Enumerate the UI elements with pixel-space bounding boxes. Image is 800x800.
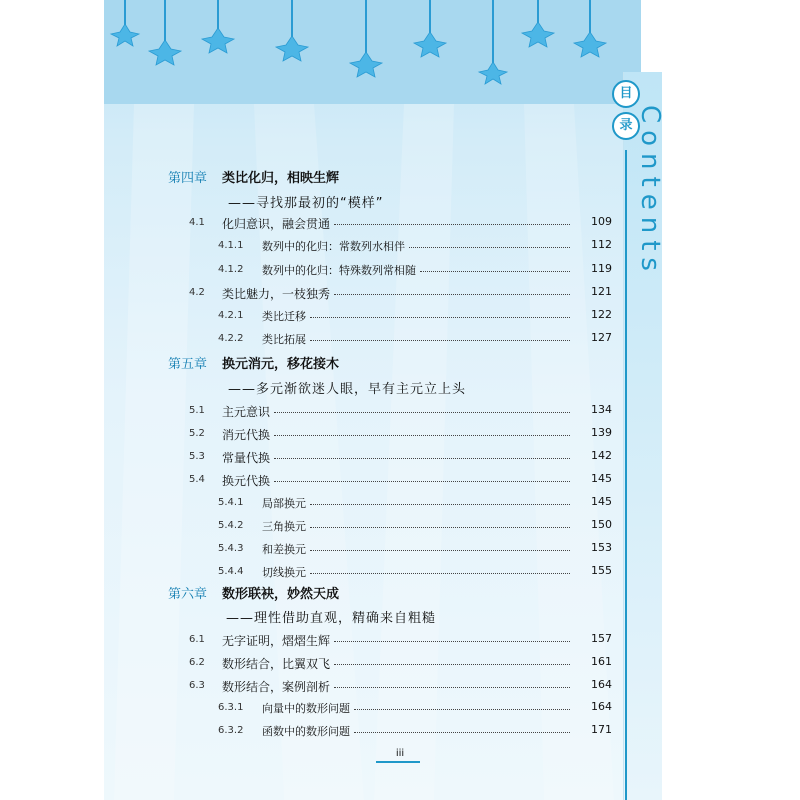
- toc-entry[interactable]: [0, 426, 612, 442]
- toc-entry[interactable]: [0, 700, 612, 716]
- entry-title: 局部换元: [262, 497, 306, 510]
- entry-title: 消元代换: [222, 428, 271, 442]
- entry-number: 6.1: [189, 634, 205, 645]
- mu-badge: 目: [612, 80, 640, 108]
- entry-number: 4.1.2: [218, 264, 244, 275]
- dot-leader: [310, 573, 570, 574]
- dot-leader: [354, 709, 570, 710]
- entry-number: 4.1: [189, 217, 205, 228]
- entry-number: 6.3.2: [218, 725, 244, 736]
- entry-page-number: 145: [591, 472, 612, 485]
- dot-leader: [334, 687, 570, 688]
- hanging-flowers-decoration: [0, 0, 800, 104]
- chapter-subtitle: ——寻找那最初的“模样”: [228, 196, 384, 211]
- toc-entry[interactable]: [0, 331, 612, 347]
- entry-title: 常量代换: [222, 451, 271, 465]
- entry-page-number: 164: [591, 678, 612, 691]
- entry-number: 5.4.1: [218, 497, 244, 508]
- entry-page-number: 145: [591, 495, 612, 508]
- dot-leader: [310, 504, 570, 505]
- chapter-title[interactable]: 换元消元，移花接木: [222, 357, 340, 372]
- entry-page-number: 157: [591, 632, 612, 645]
- entry-title: 数形结合，比翼双飞: [222, 657, 331, 671]
- dot-leader: [310, 340, 570, 341]
- dot-leader: [274, 435, 570, 436]
- entry-page-number: 164: [591, 700, 612, 713]
- dot-leader: [334, 224, 570, 225]
- toc-entry[interactable]: [0, 518, 612, 534]
- dot-leader: [274, 458, 570, 459]
- toc-entry[interactable]: [0, 449, 612, 465]
- entry-number: 5.3: [189, 451, 205, 462]
- page-number: iii: [395, 748, 405, 759]
- toc-entry[interactable]: [0, 564, 612, 580]
- entry-number: 4.1.1: [218, 240, 244, 251]
- entry-page-number: 109: [591, 215, 612, 228]
- toc-entry[interactable]: [0, 238, 612, 254]
- entry-page-number: 134: [591, 403, 612, 416]
- dot-leader: [409, 247, 570, 248]
- entry-number: 5.4: [189, 474, 205, 485]
- entry-page-number: 112: [591, 238, 612, 251]
- entry-number: 5.4.2: [218, 520, 244, 531]
- entry-title: 主元意识: [222, 405, 271, 419]
- dot-leader: [274, 412, 570, 413]
- dot-leader: [310, 527, 570, 528]
- entry-page-number: 119: [591, 262, 612, 275]
- toc-entry[interactable]: [0, 403, 612, 419]
- contents-divider-line: [625, 150, 627, 800]
- entry-number: 4.2.2: [218, 333, 244, 344]
- entry-title: 切线换元: [262, 566, 306, 579]
- entry-page-number: 150: [591, 518, 612, 531]
- entry-title: 数列中的化归：常数列水相伴: [262, 240, 405, 253]
- toc-entry[interactable]: [0, 262, 612, 278]
- entry-number: 5.4.3: [218, 543, 244, 554]
- entry-number: 6.3.1: [218, 702, 244, 713]
- lu-badge: 录: [612, 112, 640, 140]
- chapter-label: 第五章: [168, 357, 208, 372]
- entry-number: 5.2: [189, 428, 205, 439]
- entry-number: 6.2: [189, 657, 205, 668]
- footer-underline: [376, 761, 420, 763]
- toc-entry[interactable]: [0, 215, 612, 231]
- entry-page-number: 155: [591, 564, 612, 577]
- toc-entry[interactable]: [0, 678, 612, 694]
- entry-number: 4.2.1: [218, 310, 244, 321]
- chapter-subtitle: ——多元渐欲迷人眼，早有主元立上头: [228, 382, 467, 397]
- entry-title: 类比迁移: [262, 310, 306, 323]
- entry-page-number: 139: [591, 426, 612, 439]
- toc-entry[interactable]: [0, 723, 612, 739]
- entry-number: 6.3: [189, 680, 205, 691]
- entry-title: 和差换元: [262, 543, 306, 556]
- entry-title: 三角换元: [262, 520, 306, 533]
- dot-leader: [334, 294, 570, 295]
- dot-leader: [310, 550, 570, 551]
- toc-entry[interactable]: [0, 495, 612, 511]
- entry-number: 5.4.4: [218, 566, 244, 577]
- entry-title: 数形结合，案例剖析: [222, 680, 331, 694]
- entry-number: 5.1: [189, 405, 205, 416]
- entry-title: 类比拓展: [262, 333, 306, 346]
- chapter-label: 第四章: [168, 171, 208, 186]
- entry-number: 4.2: [189, 287, 205, 298]
- toc-entry[interactable]: [0, 632, 612, 648]
- contents-heading: Contents: [635, 105, 665, 278]
- entry-title: 函数中的数形问题: [262, 725, 350, 738]
- toc-entry[interactable]: [0, 285, 612, 301]
- entry-page-number: 121: [591, 285, 612, 298]
- entry-page-number: 127: [591, 331, 612, 344]
- toc-entry[interactable]: [0, 308, 612, 324]
- entry-title: 数列中的化归：特殊数列常相随: [262, 264, 416, 277]
- chapter-title[interactable]: 数形联袂，妙然天成: [222, 587, 340, 602]
- chapter-title[interactable]: 类比化归，相映生辉: [222, 171, 340, 186]
- dot-leader: [310, 317, 570, 318]
- entry-page-number: 153: [591, 541, 612, 554]
- dot-leader: [334, 641, 570, 642]
- entry-title: 类比魅力，一枝独秀: [222, 287, 331, 301]
- chapter-label: 第六章: [168, 587, 208, 602]
- entry-title: 无字证明，熠熠生辉: [222, 634, 331, 648]
- entry-page-number: 142: [591, 449, 612, 462]
- dot-leader: [420, 271, 570, 272]
- dot-leader: [274, 481, 570, 482]
- entry-page-number: 122: [591, 308, 612, 321]
- chapter-subtitle: ——理性借助直观，精确来自粗糙: [226, 611, 437, 626]
- entry-page-number: 161: [591, 655, 612, 668]
- dot-leader: [354, 732, 570, 733]
- entry-title: 换元代换: [222, 474, 271, 488]
- entry-title: 化归意识，融会贯通: [222, 217, 331, 231]
- entry-title: 向量中的数形问题: [262, 702, 350, 715]
- toc-entry[interactable]: [0, 541, 612, 557]
- entry-page-number: 171: [591, 723, 612, 736]
- dot-leader: [334, 664, 570, 665]
- toc-entry[interactable]: [0, 655, 612, 671]
- toc-entry[interactable]: [0, 472, 612, 488]
